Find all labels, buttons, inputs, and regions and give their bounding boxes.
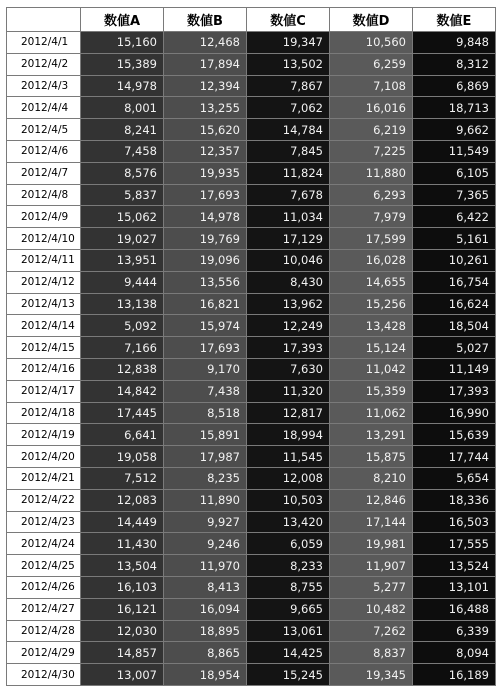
- value-cell: 16,121: [81, 598, 164, 620]
- date-cell: 2012/4/23: [7, 511, 81, 533]
- date-cell: 2012/4/15: [7, 337, 81, 359]
- value-cell: 11,890: [164, 489, 247, 511]
- value-cell: 11,970: [164, 555, 247, 577]
- value-cell: 5,092: [81, 315, 164, 337]
- header-cell: 数値A: [81, 8, 164, 32]
- value-cell: 15,124: [330, 337, 413, 359]
- value-cell: 13,556: [164, 271, 247, 293]
- table-row: [7, 315, 496, 337]
- value-cell: 10,046: [247, 249, 330, 271]
- table-row: [7, 140, 496, 162]
- value-cell: 14,842: [81, 380, 164, 402]
- value-cell: 7,678: [247, 184, 330, 206]
- value-cell: 19,345: [330, 664, 413, 686]
- value-cell: 15,160: [81, 32, 164, 54]
- value-cell: 16,094: [164, 598, 247, 620]
- header-cell: 数値E: [413, 8, 496, 32]
- value-cell: 8,865: [164, 642, 247, 664]
- value-cell: 13,962: [247, 293, 330, 315]
- value-cell: 9,927: [164, 511, 247, 533]
- value-cell: 6,259: [330, 53, 413, 75]
- value-cell: 7,979: [330, 206, 413, 228]
- value-cell: 16,821: [164, 293, 247, 315]
- value-cell: 6,422: [413, 206, 496, 228]
- date-cell: 2012/4/19: [7, 424, 81, 446]
- value-cell: 18,954: [164, 664, 247, 686]
- value-cell: 11,320: [247, 380, 330, 402]
- value-cell: 13,428: [330, 315, 413, 337]
- value-cell: 17,894: [164, 53, 247, 75]
- value-cell: 17,393: [247, 337, 330, 359]
- value-cell: 11,042: [330, 358, 413, 380]
- value-cell: 6,869: [413, 75, 496, 97]
- date-cell: 2012/4/16: [7, 358, 81, 380]
- value-cell: 13,138: [81, 293, 164, 315]
- date-cell: 2012/4/26: [7, 576, 81, 598]
- table-row: [7, 402, 496, 424]
- table-row: [7, 75, 496, 97]
- value-cell: 8,235: [164, 467, 247, 489]
- value-cell: 12,030: [81, 620, 164, 642]
- value-cell: 8,312: [413, 53, 496, 75]
- date-cell: 2012/4/27: [7, 598, 81, 620]
- value-cell: 8,210: [330, 467, 413, 489]
- value-cell: 11,545: [247, 446, 330, 468]
- table-row: [7, 184, 496, 206]
- table-row: [7, 271, 496, 293]
- value-cell: 14,784: [247, 119, 330, 141]
- value-cell: 10,560: [330, 32, 413, 54]
- header-row: [7, 8, 496, 32]
- value-cell: 11,149: [413, 358, 496, 380]
- value-cell: 8,413: [164, 576, 247, 598]
- value-cell: 7,867: [247, 75, 330, 97]
- header-cell: 数値C: [247, 8, 330, 32]
- value-cell: 7,458: [81, 140, 164, 162]
- value-cell: 12,008: [247, 467, 330, 489]
- value-cell: 14,857: [81, 642, 164, 664]
- value-cell: 8,241: [81, 119, 164, 141]
- date-cell: 2012/4/5: [7, 119, 81, 141]
- table-row: [7, 598, 496, 620]
- value-cell: 19,981: [330, 533, 413, 555]
- date-cell: 2012/4/20: [7, 446, 81, 468]
- date-cell: 2012/4/3: [7, 75, 81, 97]
- value-cell: 12,249: [247, 315, 330, 337]
- value-cell: 5,654: [413, 467, 496, 489]
- value-cell: 11,907: [330, 555, 413, 577]
- date-cell: 2012/4/14: [7, 315, 81, 337]
- value-cell: 15,359: [330, 380, 413, 402]
- value-cell: 8,518: [164, 402, 247, 424]
- value-cell: 12,838: [81, 358, 164, 380]
- table-row: [7, 53, 496, 75]
- value-cell: 18,994: [247, 424, 330, 446]
- value-cell: 14,425: [247, 642, 330, 664]
- value-cell: 15,974: [164, 315, 247, 337]
- date-cell: 2012/4/4: [7, 97, 81, 119]
- value-cell: 11,430: [81, 533, 164, 555]
- value-cell: 8,837: [330, 642, 413, 664]
- value-cell: 7,365: [413, 184, 496, 206]
- value-cell: 8,755: [247, 576, 330, 598]
- value-cell: 9,665: [247, 598, 330, 620]
- table-row: [7, 249, 496, 271]
- table-row: [7, 467, 496, 489]
- date-cell: 2012/4/24: [7, 533, 81, 555]
- value-cell: 10,261: [413, 249, 496, 271]
- value-cell: 7,108: [330, 75, 413, 97]
- value-cell: 8,001: [81, 97, 164, 119]
- value-cell: 13,061: [247, 620, 330, 642]
- value-cell: 13,101: [413, 576, 496, 598]
- value-cell: 13,007: [81, 664, 164, 686]
- value-cell: 16,189: [413, 664, 496, 686]
- value-cell: 14,978: [164, 206, 247, 228]
- value-cell: 13,291: [330, 424, 413, 446]
- value-cell: 9,662: [413, 119, 496, 141]
- data-table: [6, 7, 496, 686]
- date-cell: 2012/4/12: [7, 271, 81, 293]
- value-cell: 16,028: [330, 249, 413, 271]
- value-cell: 7,438: [164, 380, 247, 402]
- table-row: [7, 358, 496, 380]
- table-row: [7, 97, 496, 119]
- value-cell: 14,655: [330, 271, 413, 293]
- value-cell: 13,504: [81, 555, 164, 577]
- date-cell: 2012/4/25: [7, 555, 81, 577]
- value-cell: 7,630: [247, 358, 330, 380]
- date-cell: 2012/4/30: [7, 664, 81, 686]
- value-cell: 19,027: [81, 228, 164, 250]
- value-cell: 13,951: [81, 249, 164, 271]
- table-row: [7, 337, 496, 359]
- value-cell: 17,693: [164, 184, 247, 206]
- value-cell: 10,503: [247, 489, 330, 511]
- table-row: [7, 228, 496, 250]
- table-row: [7, 293, 496, 315]
- value-cell: 18,895: [164, 620, 247, 642]
- value-cell: 6,641: [81, 424, 164, 446]
- value-cell: 17,144: [330, 511, 413, 533]
- value-cell: 15,389: [81, 53, 164, 75]
- date-cell: 2012/4/7: [7, 162, 81, 184]
- value-cell: 12,394: [164, 75, 247, 97]
- value-cell: 15,620: [164, 119, 247, 141]
- date-cell: 2012/4/8: [7, 184, 81, 206]
- table-row: [7, 664, 496, 686]
- value-cell: 8,094: [413, 642, 496, 664]
- value-cell: 16,990: [413, 402, 496, 424]
- value-cell: 14,449: [81, 511, 164, 533]
- value-cell: 17,393: [413, 380, 496, 402]
- value-cell: 13,420: [247, 511, 330, 533]
- table-body: [7, 32, 496, 686]
- value-cell: 17,744: [413, 446, 496, 468]
- table-row: [7, 642, 496, 664]
- value-cell: 11,062: [330, 402, 413, 424]
- value-cell: 16,488: [413, 598, 496, 620]
- date-cell: 2012/4/18: [7, 402, 81, 424]
- value-cell: 15,062: [81, 206, 164, 228]
- date-cell: 2012/4/21: [7, 467, 81, 489]
- table-row: [7, 424, 496, 446]
- value-cell: 12,846: [330, 489, 413, 511]
- value-cell: 15,875: [330, 446, 413, 468]
- value-cell: 18,713: [413, 97, 496, 119]
- value-cell: 16,624: [413, 293, 496, 315]
- table-row: [7, 380, 496, 402]
- value-cell: 19,058: [81, 446, 164, 468]
- date-cell: 2012/4/6: [7, 140, 81, 162]
- value-cell: 6,105: [413, 162, 496, 184]
- table-row: [7, 446, 496, 468]
- value-cell: 11,880: [330, 162, 413, 184]
- table-row: [7, 32, 496, 54]
- date-cell: 2012/4/17: [7, 380, 81, 402]
- value-cell: 15,245: [247, 664, 330, 686]
- value-cell: 16,754: [413, 271, 496, 293]
- value-cell: 19,935: [164, 162, 247, 184]
- value-cell: 16,103: [81, 576, 164, 598]
- table-row: [7, 119, 496, 141]
- value-cell: 19,769: [164, 228, 247, 250]
- value-cell: 17,693: [164, 337, 247, 359]
- value-cell: 12,817: [247, 402, 330, 424]
- value-cell: 17,987: [164, 446, 247, 468]
- value-cell: 7,166: [81, 337, 164, 359]
- header-corner-cell: [7, 8, 81, 32]
- value-cell: 11,824: [247, 162, 330, 184]
- table-row: [7, 511, 496, 533]
- value-cell: 16,503: [413, 511, 496, 533]
- date-cell: 2012/4/1: [7, 32, 81, 54]
- value-cell: 17,129: [247, 228, 330, 250]
- value-cell: 19,096: [164, 249, 247, 271]
- value-cell: 7,262: [330, 620, 413, 642]
- value-cell: 12,083: [81, 489, 164, 511]
- value-cell: 15,256: [330, 293, 413, 315]
- value-cell: 16,016: [330, 97, 413, 119]
- table-row: [7, 489, 496, 511]
- value-cell: 11,549: [413, 140, 496, 162]
- table-header: [7, 8, 496, 32]
- value-cell: 7,845: [247, 140, 330, 162]
- table-row: [7, 162, 496, 184]
- table-row: [7, 206, 496, 228]
- table-row: [7, 576, 496, 598]
- date-cell: 2012/4/11: [7, 249, 81, 271]
- date-cell: 2012/4/9: [7, 206, 81, 228]
- date-cell: 2012/4/28: [7, 620, 81, 642]
- value-cell: 14,978: [81, 75, 164, 97]
- value-cell: 15,639: [413, 424, 496, 446]
- header-cell: 数値B: [164, 8, 247, 32]
- table-row: [7, 555, 496, 577]
- value-cell: 13,502: [247, 53, 330, 75]
- value-cell: 18,336: [413, 489, 496, 511]
- table-row: [7, 620, 496, 642]
- value-cell: 7,062: [247, 97, 330, 119]
- value-cell: 9,170: [164, 358, 247, 380]
- value-cell: 6,219: [330, 119, 413, 141]
- value-cell: 18,504: [413, 315, 496, 337]
- value-cell: 11,034: [247, 206, 330, 228]
- value-cell: 19,347: [247, 32, 330, 54]
- value-cell: 17,555: [413, 533, 496, 555]
- date-cell: 2012/4/10: [7, 228, 81, 250]
- value-cell: 7,512: [81, 467, 164, 489]
- value-cell: 8,430: [247, 271, 330, 293]
- date-cell: 2012/4/2: [7, 53, 81, 75]
- value-cell: 13,524: [413, 555, 496, 577]
- date-cell: 2012/4/13: [7, 293, 81, 315]
- value-cell: 9,848: [413, 32, 496, 54]
- value-cell: 5,161: [413, 228, 496, 250]
- header-cell: 数値D: [330, 8, 413, 32]
- value-cell: 8,576: [81, 162, 164, 184]
- date-cell: 2012/4/29: [7, 642, 81, 664]
- value-cell: 8,233: [247, 555, 330, 577]
- date-cell: 2012/4/22: [7, 489, 81, 511]
- value-cell: 6,059: [247, 533, 330, 555]
- value-cell: 15,891: [164, 424, 247, 446]
- value-cell: 5,027: [413, 337, 496, 359]
- value-cell: 9,246: [164, 533, 247, 555]
- value-cell: 12,468: [164, 32, 247, 54]
- value-cell: 17,445: [81, 402, 164, 424]
- value-cell: 9,444: [81, 271, 164, 293]
- value-cell: 7,225: [330, 140, 413, 162]
- value-cell: 12,357: [164, 140, 247, 162]
- value-cell: 17,599: [330, 228, 413, 250]
- value-cell: 6,339: [413, 620, 496, 642]
- value-cell: 10,482: [330, 598, 413, 620]
- value-cell: 5,277: [330, 576, 413, 598]
- value-cell: 5,837: [81, 184, 164, 206]
- value-cell: 6,293: [330, 184, 413, 206]
- value-cell: 13,255: [164, 97, 247, 119]
- table-row: [7, 533, 496, 555]
